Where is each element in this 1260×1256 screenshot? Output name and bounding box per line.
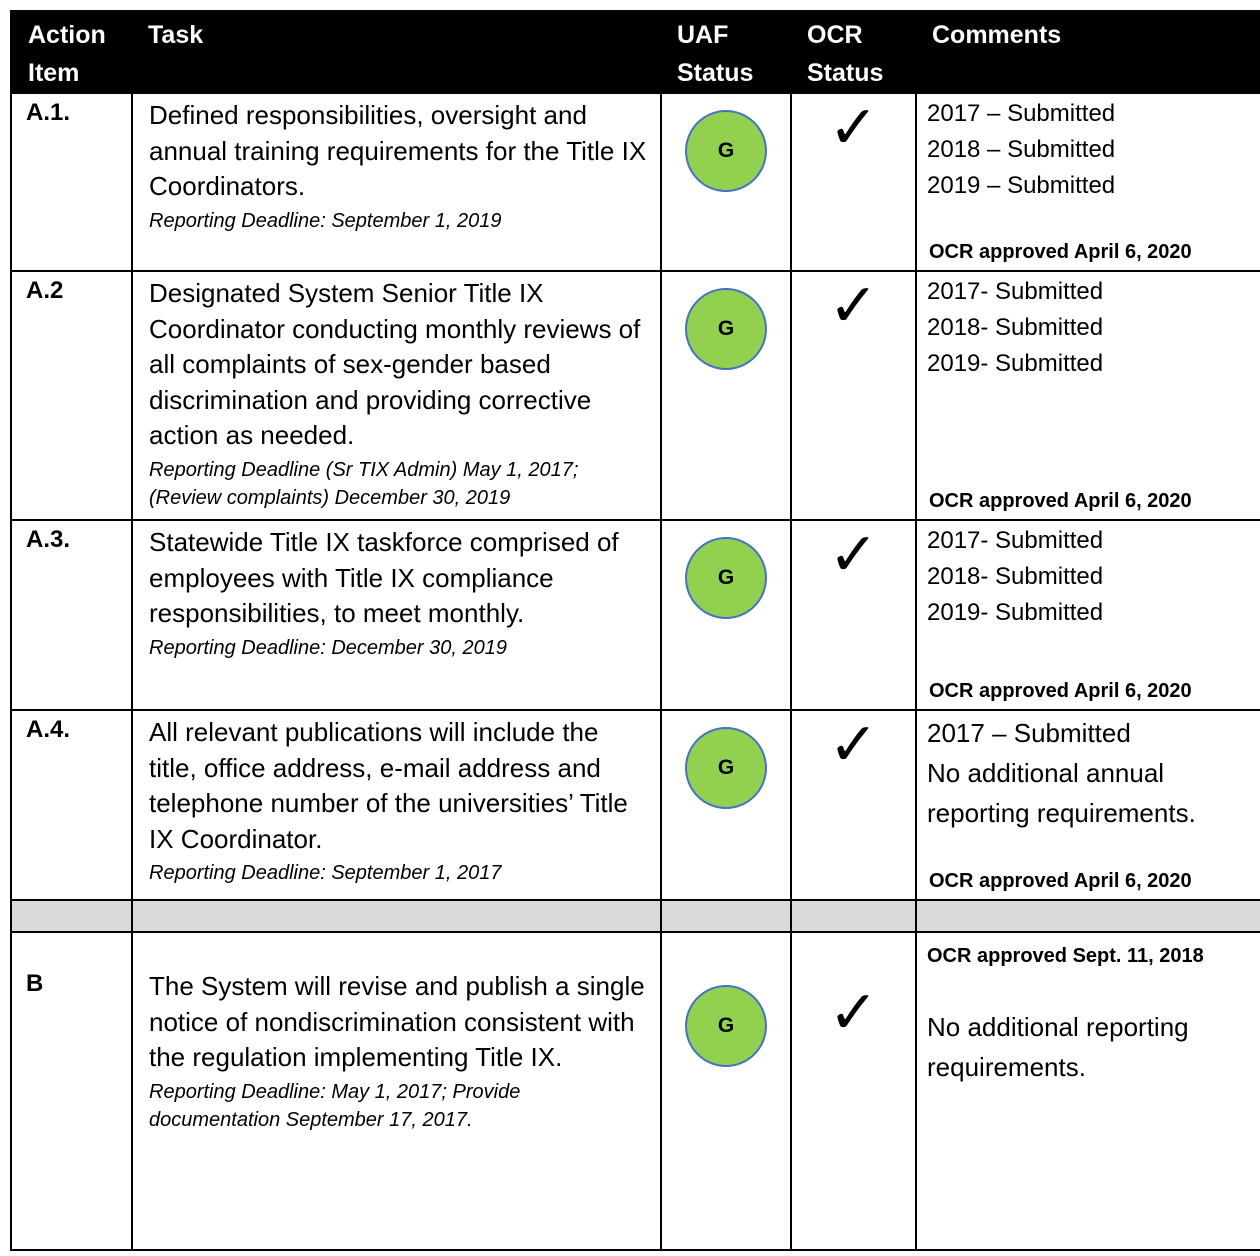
task-text: All relevant publications will include the title, office address, e-mail address and telephone number of the universities’ Title IX Coordinator. <box>149 717 628 854</box>
task-cell <box>132 932 661 1250</box>
action-item-id: A.4. <box>11 710 132 900</box>
header-comments: Comments <box>916 11 1260 93</box>
comment-line: 2017 – Submitted <box>927 718 1131 748</box>
task-text: Defined responsibilities, oversight and annual training requirements for the Title IX Coordinators. <box>149 100 647 201</box>
comment-line: 2018- Submitted <box>927 314 1104 341</box>
ocr-status-cell <box>791 932 916 1250</box>
comment-line: 2017- Submitted <box>927 278 1104 305</box>
reporting-deadline: Reporting Deadline: September 1, 2019 <box>149 209 502 232</box>
action-item-id: A.2 <box>11 271 132 520</box>
reporting-deadline: Reporting Deadline: May 1, 2017; Provide documentation September 17, 2017. <box>149 1080 521 1131</box>
action-item-id: A.3. <box>11 520 132 710</box>
ocr-status-cell <box>791 93 916 271</box>
comment-line: No additional annual reporting requirements. <box>927 758 1196 828</box>
table-row <box>11 932 1260 1250</box>
ocr-approval-note: OCR approved April 6, 2020 <box>929 241 1192 263</box>
ocr-status-cell <box>791 710 916 900</box>
uaf-status-cell <box>661 271 791 520</box>
header-uaf-status: UAF Status <box>661 11 791 93</box>
status-badge: G <box>685 288 767 370</box>
task-cell <box>132 520 661 710</box>
comment-line: No additional reporting requirements. <box>927 1012 1189 1082</box>
check-mark-icon: ✓ <box>828 271 879 341</box>
ocr-approval-note: OCR approved April 6, 2020 <box>929 680 1192 702</box>
comment-line: 2018 – Submitted <box>927 136 1116 163</box>
header-task: Task <box>132 11 661 93</box>
comment-line: 2017 – Submitted <box>927 100 1116 127</box>
header-row <box>11 11 1260 93</box>
comment-line: 2019- Submitted <box>927 599 1104 626</box>
header-ocr-status: OCR Status <box>791 11 916 93</box>
check-mark-icon: ✓ <box>828 710 879 780</box>
ocr-approval-note: OCR approved April 6, 2020 <box>929 490 1192 512</box>
comments-cell <box>916 710 1260 900</box>
action-item-id: A.1. <box>11 93 132 271</box>
header-action-item: Action Item <box>11 11 132 93</box>
table-row <box>11 271 1260 520</box>
status-badge: G <box>685 537 767 619</box>
task-cell <box>132 271 661 520</box>
uaf-status-cell <box>661 932 791 1250</box>
ocr-status-cell <box>791 271 916 520</box>
task-text: The System will revise and publish a single notice of nondiscrimination consistent with the regulation implementing Title IX. <box>149 971 645 1072</box>
reporting-deadline: Reporting Deadline: December 30, 2019 <box>149 636 507 659</box>
task-cell <box>132 710 661 900</box>
comment-line: 2018- Submitted <box>927 563 1104 590</box>
ocr-approval-note: OCR approved April 6, 2020 <box>929 870 1192 892</box>
uaf-status-cell <box>661 520 791 710</box>
task-text: Designated System Senior Title IX Coordinator conducting monthly reviews of all complaints of sex-gender based discrimination and providing corrective action as needed. <box>149 278 641 450</box>
task-text: Statewide Title IX taskforce comprised of employees with Title IX compliance responsibilities, to meet monthly. <box>149 527 619 628</box>
check-mark-icon: ✓ <box>828 520 879 590</box>
uaf-status-cell <box>661 93 791 271</box>
action-items-table <box>10 10 1260 1251</box>
status-badge: G <box>685 727 767 809</box>
uaf-status-cell <box>661 710 791 900</box>
check-mark-icon: ✓ <box>828 93 879 163</box>
comments-cell <box>916 932 1260 1250</box>
table-row <box>11 93 1260 271</box>
table-row <box>11 710 1260 900</box>
comment-line: 2019 – Submitted <box>927 172 1116 199</box>
ocr-status-cell <box>791 520 916 710</box>
status-badge: G <box>685 110 767 192</box>
check-mark-icon: ✓ <box>828 978 879 1048</box>
comments-cell <box>916 93 1260 271</box>
comment-line: 2019- Submitted <box>927 350 1104 377</box>
separator-row <box>11 900 1260 932</box>
table-row <box>11 520 1260 710</box>
task-cell <box>132 93 661 271</box>
comment-line: 2017- Submitted <box>927 527 1104 554</box>
ocr-approval-note: OCR approved Sept. 11, 2018 <box>927 945 1204 967</box>
comments-cell <box>916 271 1260 520</box>
reporting-deadline: Reporting Deadline: September 1, 2017 <box>149 862 502 884</box>
comments-cell <box>916 520 1260 710</box>
action-item-id: B <box>11 932 132 1250</box>
reporting-deadline: Reporting Deadline (Sr TIX Admin) May 1, 2017; (Review complaints) December 30, 2019 <box>149 458 579 509</box>
status-badge: G <box>685 985 767 1067</box>
